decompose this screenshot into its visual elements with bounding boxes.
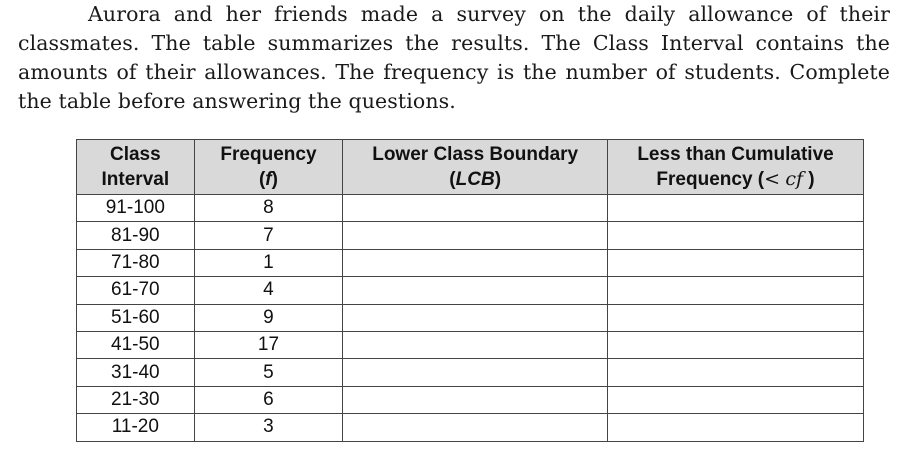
table-row [77,249,864,276]
header-frequency-open: ( [258,169,266,190]
table-row [77,277,864,304]
cell-less-cf-blank[interactable] [608,359,864,386]
header-lcb-line1: Lower Class Boundary [372,144,579,165]
cell-lcb-blank[interactable] [343,195,608,222]
table-row [77,414,864,441]
header-lcb-abbrev: LCB [455,169,495,190]
cell-class-interval: 11-20 [77,414,195,441]
cell-lcb-blank[interactable] [343,331,608,358]
cell-frequency: 4 [194,277,343,304]
cell-lcb-blank[interactable] [343,304,608,331]
header-lcb-close: ) [494,169,502,190]
table-row [77,195,864,222]
header-frequency-line1: Frequency [220,144,317,165]
header-cf-lt-symbol: < [764,168,781,190]
cell-class-interval: 21-30 [77,386,195,413]
table-row [77,304,864,331]
header-class-interval-line1: Class [109,144,161,165]
cell-class-interval: 61-70 [77,277,195,304]
header-lcb-open: ( [449,169,456,190]
header-row [77,140,864,195]
allowance-frequency-table [76,139,864,442]
header-cf-close: ) [803,169,815,190]
cell-less-cf-blank[interactable] [608,249,864,276]
cell-frequency: 1 [194,249,343,276]
cell-frequency: 17 [194,331,343,358]
cell-less-cf-blank[interactable] [608,277,864,304]
cell-class-interval: 91-100 [77,195,195,222]
table-header [77,140,864,195]
cell-class-interval: 81-90 [77,222,195,249]
table-body [77,195,864,442]
cell-lcb-blank[interactable] [343,222,608,249]
cell-less-cf-blank[interactable] [608,331,864,358]
header-lower-class-boundary [343,140,608,195]
table-row [77,331,864,358]
table-row [77,386,864,413]
header-cf-line1: Less than Cumulative [637,144,834,165]
intro-paragraph: Aurora and her friends made a survey on the daily allowance of their classmates. The table summarizes the results. The Class Interval contains the amounts of their allowances. The frequency is the number of students. Complete the table before answering the questions. [18,2,890,113]
table-row [77,222,864,249]
cell-lcb-blank[interactable] [343,414,608,441]
header-cf-label: Frequency ( [656,169,765,190]
cell-frequency: 7 [194,222,343,249]
cell-lcb-blank[interactable] [343,386,608,413]
cell-less-cf-blank[interactable] [608,304,864,331]
cell-lcb-blank[interactable] [343,359,608,386]
cell-frequency: 6 [194,386,343,413]
header-class-interval [77,140,195,195]
cell-less-cf-blank[interactable] [608,386,864,413]
header-class-interval-line2: Interval [101,169,170,190]
header-less-than-cf [608,140,864,195]
header-frequency-symbol: f [265,169,272,190]
cell-class-interval: 51-60 [77,304,195,331]
cell-less-cf-blank[interactable] [608,195,864,222]
cell-frequency: 9 [194,304,343,331]
cell-class-interval: 41-50 [77,331,195,358]
header-cf-symbol: cf [785,168,804,190]
cell-less-cf-blank[interactable] [608,222,864,249]
cell-lcb-blank[interactable] [343,277,608,304]
cell-less-cf-blank[interactable] [608,414,864,441]
header-frequency-close: ) [271,169,278,190]
cell-frequency: 8 [194,195,343,222]
cell-frequency: 3 [194,414,343,441]
cell-frequency: 5 [194,359,343,386]
table-row [77,359,864,386]
cell-lcb-blank[interactable] [343,249,608,276]
cell-class-interval: 31-40 [77,359,195,386]
header-frequency [194,140,343,195]
cell-class-interval: 71-80 [77,249,195,276]
